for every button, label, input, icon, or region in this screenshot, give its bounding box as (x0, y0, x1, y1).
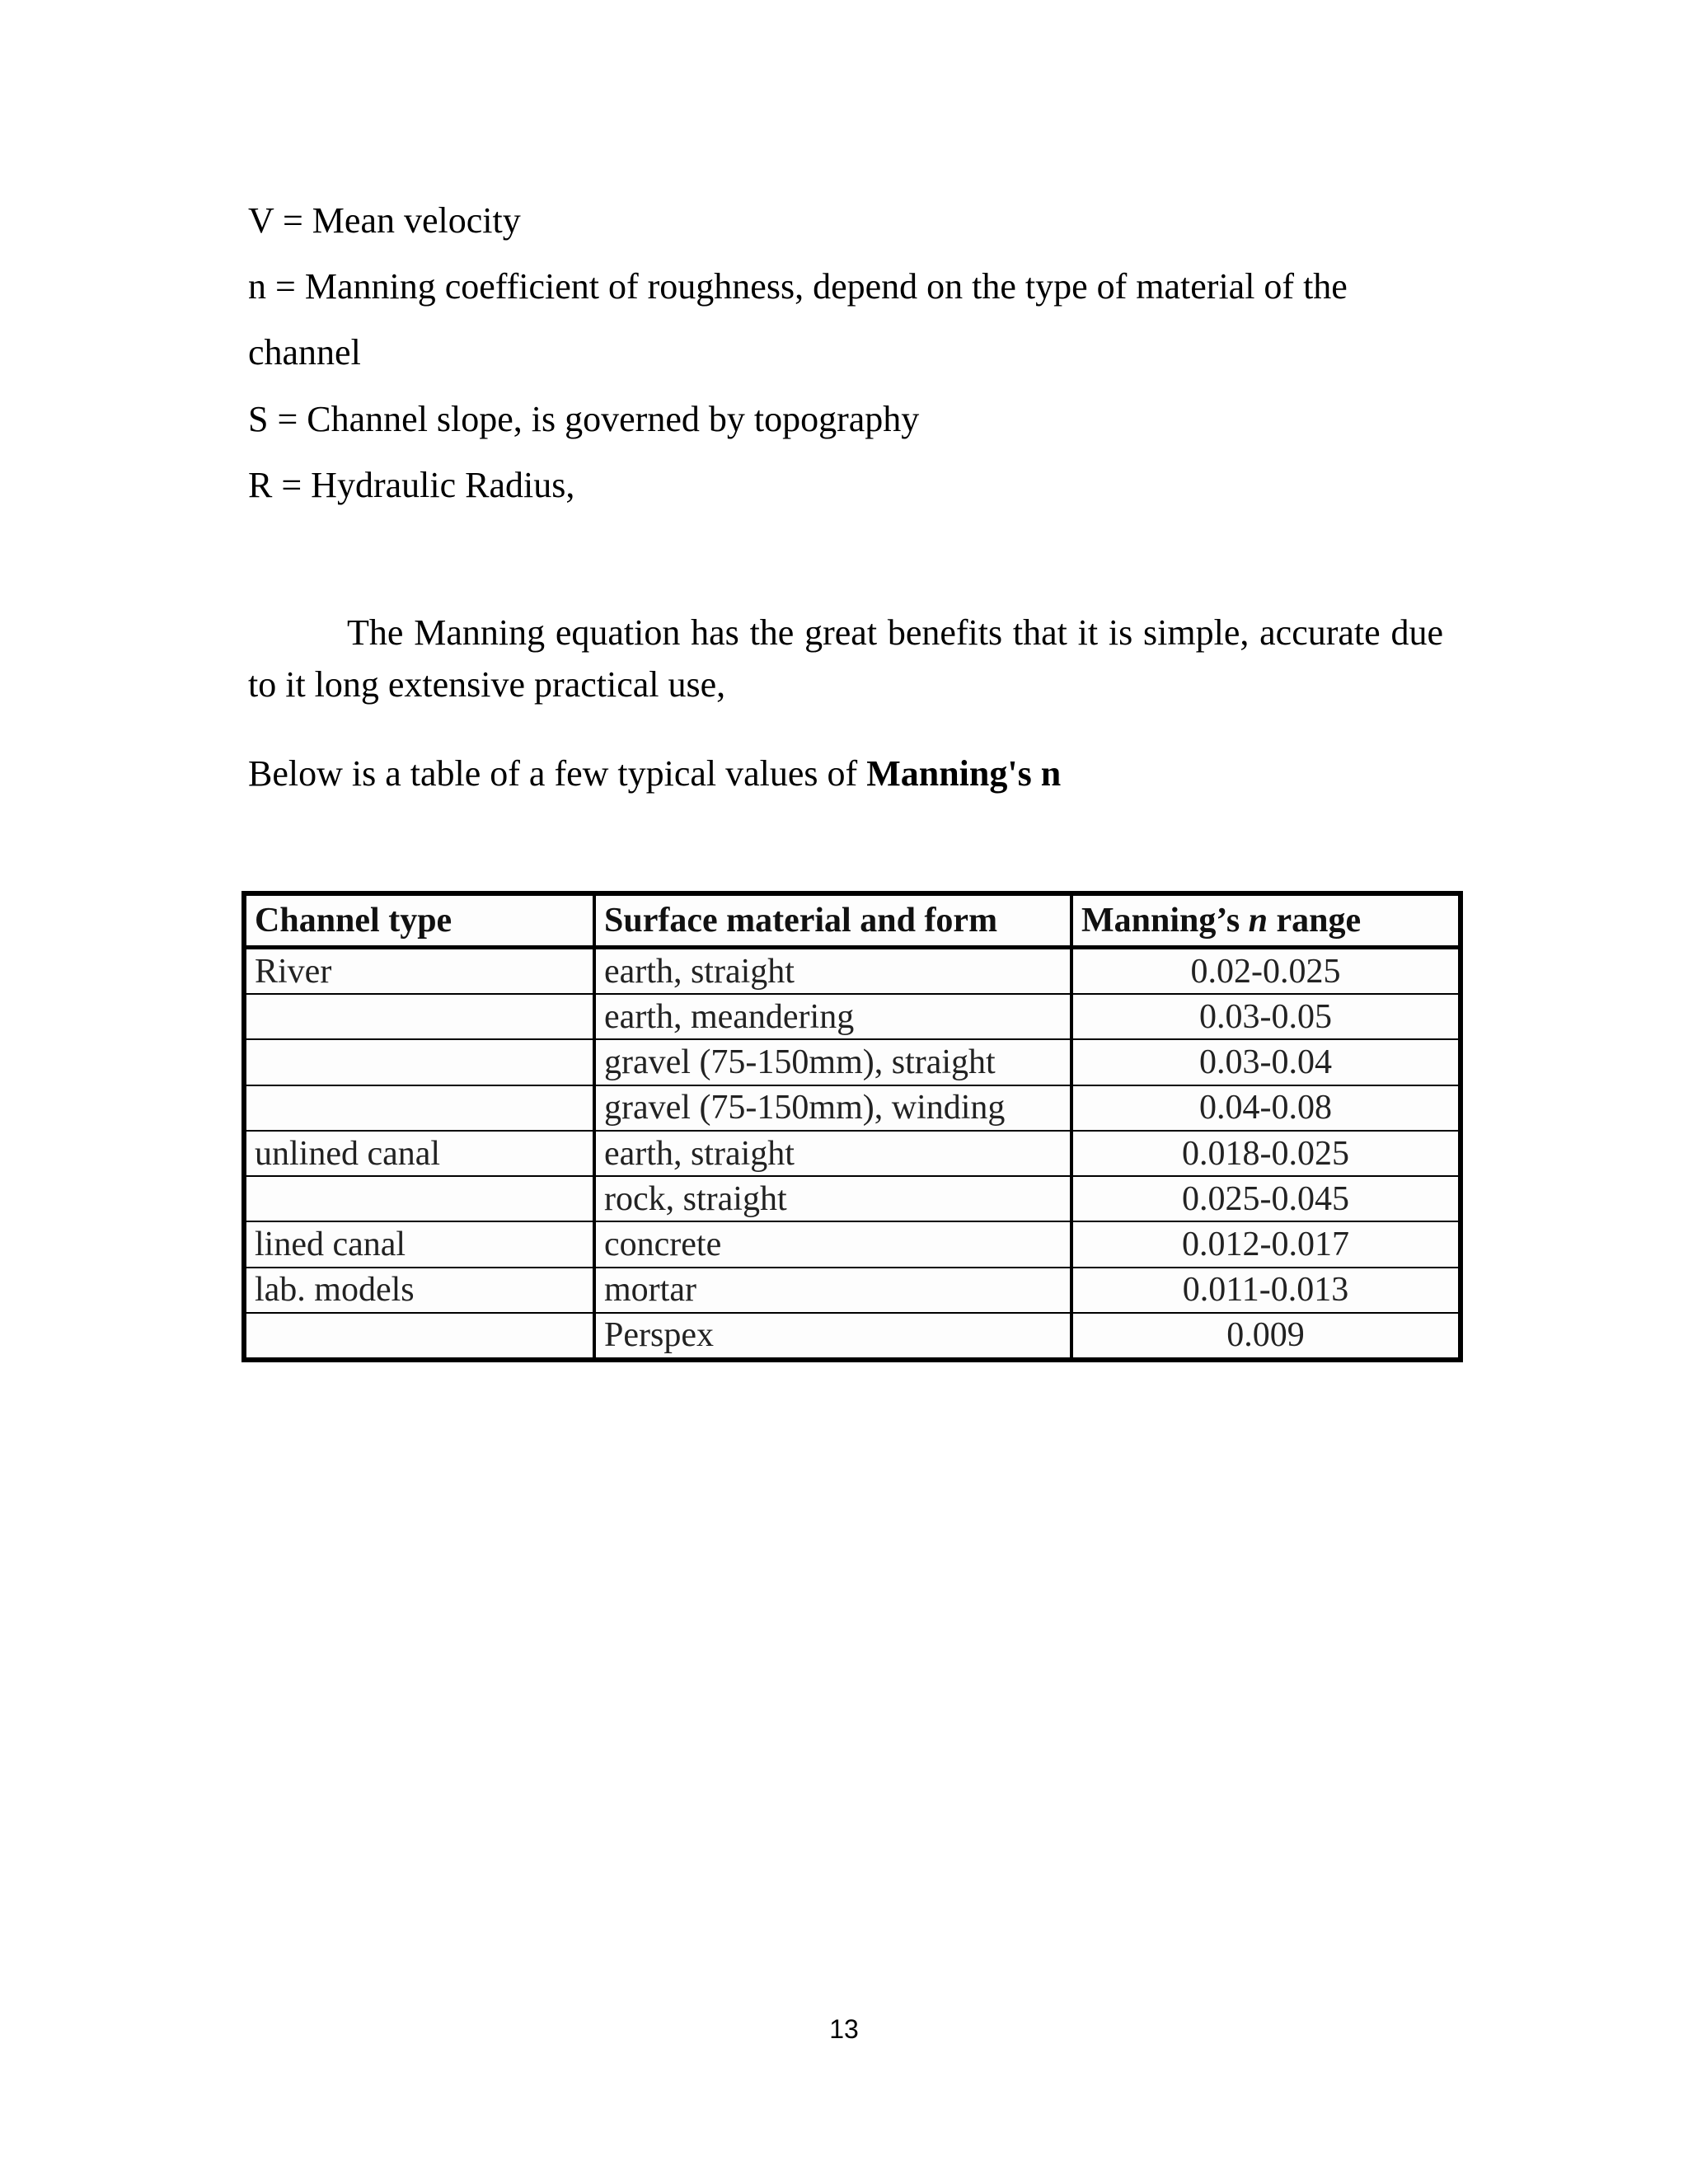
definition-v: V = Mean velocity (248, 200, 521, 241)
definition-r: R = Hydraulic Radius, (248, 465, 575, 505)
page-number: 13 (829, 2014, 859, 2044)
table-row (246, 948, 1458, 995)
cell-n-range: 0.04-0.08 (1071, 1085, 1458, 1131)
cell-channel-type: River (246, 948, 594, 995)
table-intro-prefix: Below is a table of a few typical values of (248, 753, 867, 794)
header-surface-material: Surface material and form (594, 896, 1071, 948)
manning-table-frame (241, 891, 1463, 1362)
paragraph-text: The Manning equation has the great benefits that it is simple, accurate due to it long extensive practical use, (248, 612, 1443, 705)
table-row (246, 1313, 1458, 1357)
cell-channel-type (246, 1313, 594, 1357)
cell-n-range: 0.011-0.013 (1071, 1268, 1458, 1313)
cell-surface: gravel (75-150mm), straight (594, 1039, 1071, 1085)
table-row (246, 1268, 1458, 1313)
header-channel-type: Channel type (246, 896, 594, 948)
cell-n-range: 0.03-0.04 (1071, 1039, 1458, 1085)
table-row (246, 994, 1458, 1039)
cell-surface: concrete (594, 1221, 1071, 1267)
header-range-italic: n (1248, 902, 1268, 940)
cell-n-range: 0.03-0.05 (1071, 994, 1458, 1039)
cell-n-range: 0.02-0.025 (1071, 948, 1458, 995)
manning-benefits-paragraph (248, 607, 1443, 710)
cell-surface: earth, straight (594, 1131, 1071, 1176)
header-manning-range (1071, 896, 1458, 948)
cell-surface: gravel (75-150mm), winding (594, 1085, 1071, 1131)
table-row (246, 1039, 1458, 1085)
table-row (246, 1085, 1458, 1131)
cell-n-range: 0.025-0.045 (1071, 1176, 1458, 1221)
cell-n-range: 0.018-0.025 (1071, 1131, 1458, 1176)
cell-surface: Perspex (594, 1313, 1071, 1357)
header-range-suffix: range (1268, 902, 1362, 940)
definition-s: S = Channel slope, is governed by topography (248, 399, 920, 439)
table-intro (248, 753, 1062, 794)
table-row (246, 1176, 1458, 1221)
table-row (246, 1131, 1458, 1176)
table-header-row (246, 896, 1458, 948)
cell-channel-type: lab. models (246, 1268, 594, 1313)
cell-channel-type: lined canal (246, 1221, 594, 1267)
table-row (246, 1221, 1458, 1267)
cell-channel-type: unlined canal (246, 1131, 594, 1176)
cell-surface: earth, straight (594, 948, 1071, 995)
table-intro-bold: Manning's n (866, 753, 1062, 794)
cell-surface: earth, meandering (594, 994, 1071, 1039)
cell-surface: rock, straight (594, 1176, 1071, 1221)
cell-surface: mortar (594, 1268, 1071, 1313)
header-range-prefix: Manning’s (1081, 902, 1249, 940)
definition-n: n = Manning coefficient of roughness, depend on the type of material of the (248, 266, 1348, 307)
cell-channel-type (246, 1039, 594, 1085)
cell-n-range: 0.009 (1071, 1313, 1458, 1357)
definition-n-continuation: channel (248, 332, 361, 373)
cell-channel-type (246, 994, 594, 1039)
cell-channel-type (246, 1085, 594, 1131)
cell-n-range: 0.012-0.017 (1071, 1221, 1458, 1267)
manning-n-table (246, 896, 1458, 1357)
cell-channel-type (246, 1176, 594, 1221)
